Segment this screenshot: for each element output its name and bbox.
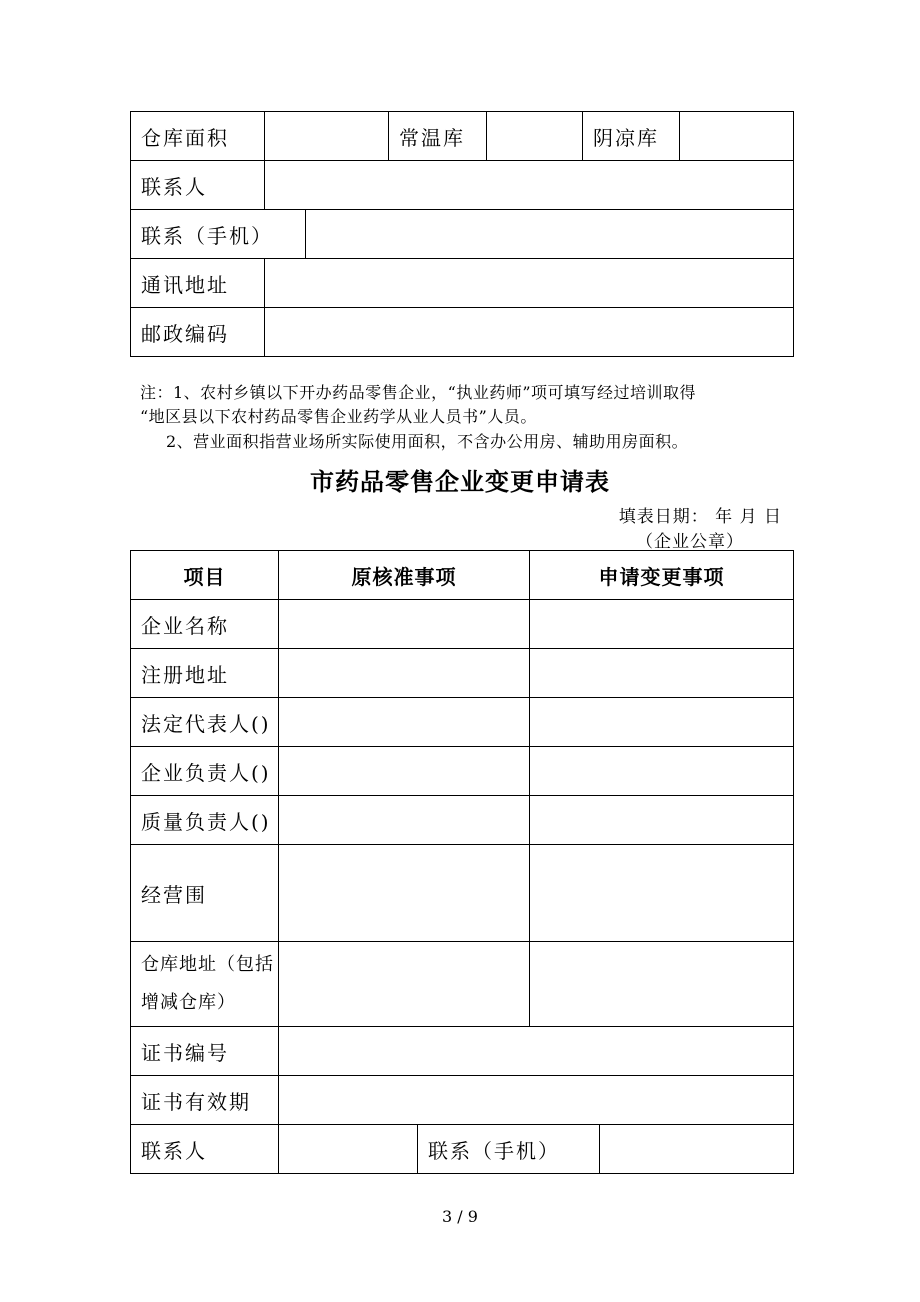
form-title: 市药品零售企业变更申请表 (310, 467, 610, 496)
cert-validity-label: 证书有效期 (131, 1076, 279, 1125)
company-head-change-field[interactable] (530, 747, 794, 796)
normal-temp-field[interactable] (487, 112, 583, 161)
legal-rep-original-field[interactable] (279, 698, 530, 747)
warehouse-address-change-field[interactable] (530, 942, 794, 1027)
company-name-label: 企业名称 (131, 600, 279, 649)
page-number: 3 / 9 (442, 1207, 478, 1226)
postal-code-field[interactable] (265, 308, 794, 357)
reg-address-original-field[interactable] (279, 649, 530, 698)
contact-phone-label: 联系（手机） (131, 210, 306, 259)
cert-no-label: 证书编号 (131, 1027, 279, 1076)
company-head-label: 企业负责人() (131, 747, 279, 796)
contact-person-label: 联系人 (131, 161, 265, 210)
reg-address-change-field[interactable] (530, 649, 794, 698)
company-head-original-field[interactable] (279, 747, 530, 796)
form-contact-person-label: 联系人 (131, 1125, 279, 1174)
company-seal-label: （企业公章） (636, 532, 744, 552)
cool-store-label: 阴凉库 (583, 112, 680, 161)
quality-head-change-field[interactable] (530, 796, 794, 845)
company-name-change-field[interactable] (530, 600, 794, 649)
cool-store-field[interactable] (680, 112, 794, 161)
note-line-1: 注：1、农村乡镇以下开办药品零售企业，“执业药师”项可填写经过培训取得 (140, 383, 697, 402)
contact-phone-field[interactable] (306, 210, 794, 259)
normal-temp-label: 常温库 (389, 112, 487, 161)
cert-no-field[interactable] (279, 1027, 794, 1076)
note-line-2: “地区县以下农村药品零售企业药学从业人员书”人员。 (140, 407, 537, 426)
contact-person-field[interactable] (265, 161, 794, 210)
warehouse-area-field[interactable] (265, 112, 389, 161)
quality-head-label: 质量负责人() (131, 796, 279, 845)
warehouse-contact-table (130, 111, 794, 357)
business-scope-change-field[interactable] (530, 845, 794, 942)
company-name-original-field[interactable] (279, 600, 530, 649)
header-item: 项目 (131, 551, 279, 600)
postal-code-label: 邮政编码 (131, 308, 265, 357)
header-change: 申请变更事项 (530, 551, 794, 600)
cert-validity-field[interactable] (279, 1076, 794, 1125)
address-field[interactable] (265, 259, 794, 308)
legal-rep-change-field[interactable] (530, 698, 794, 747)
change-application-table (130, 550, 794, 1174)
legal-rep-label: 法定代表人() (131, 698, 279, 747)
business-scope-label: 经营围 (131, 845, 279, 942)
warehouse-address-label: 仓库地址（包括增减仓库） (131, 942, 279, 1027)
reg-address-label: 注册地址 (131, 649, 279, 698)
form-contact-phone-label: 联系（手机） (418, 1125, 600, 1174)
warehouse-area-label: 仓库面积 (131, 112, 265, 161)
form-contact-person-field[interactable] (279, 1125, 418, 1174)
business-scope-original-field[interactable] (279, 845, 530, 942)
form-contact-phone-field[interactable] (600, 1125, 794, 1174)
address-label: 通讯地址 (131, 259, 265, 308)
fill-date: 填表日期： 年 月 日 (618, 507, 782, 527)
warehouse-address-original-field[interactable] (279, 942, 530, 1027)
note-line-3: 2、营业面积指营业场所实际使用面积，不含办公用房、辅助用房面积。 (166, 432, 689, 451)
quality-head-original-field[interactable] (279, 796, 530, 845)
header-original: 原核准事项 (279, 551, 530, 600)
